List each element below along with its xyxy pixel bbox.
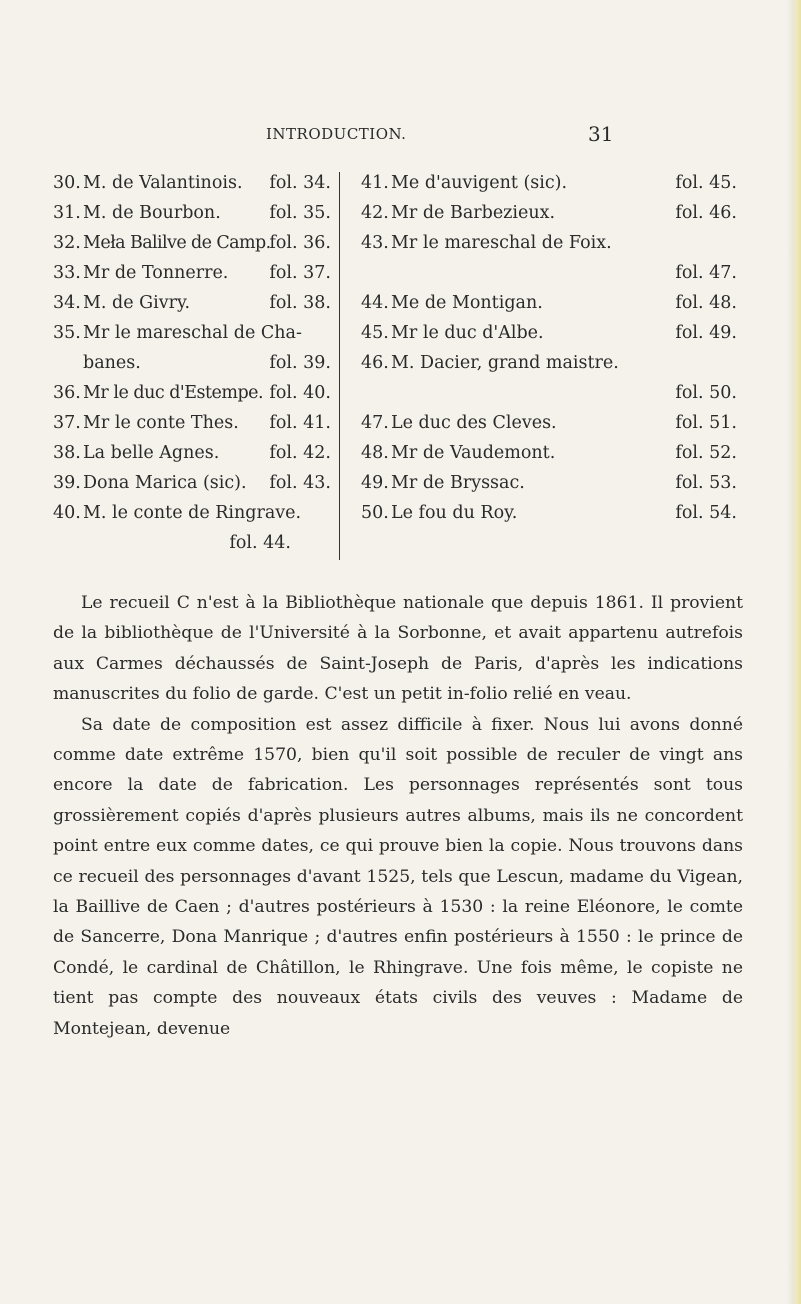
- entry-number: 37.: [53, 413, 81, 433]
- list-entry: [361, 438, 741, 468]
- list-entry: [53, 318, 331, 348]
- entry-name: Meła Balilve de Camp.: [83, 233, 271, 253]
- page-spine-edge: [787, 0, 801, 1304]
- entry-name: M. de Valantinois.: [83, 173, 243, 193]
- entry-folio: fol. 35.: [269, 203, 331, 223]
- entry-number: 41.: [361, 173, 389, 193]
- list-entry: [361, 468, 741, 498]
- entry-name: Dona Marica (sic).: [83, 473, 247, 493]
- list-entry: [361, 168, 741, 198]
- list-entry: [53, 438, 331, 468]
- entry-folio: fol. 48.: [675, 293, 737, 313]
- list-entry: [361, 198, 741, 228]
- list-entry: [53, 378, 331, 408]
- entry-folio: fol. 43.: [269, 473, 331, 493]
- entry-number: 31.: [53, 203, 81, 223]
- entry-number: 43.: [361, 233, 389, 253]
- entry-name: Mr le duc d'Albe.: [391, 323, 544, 343]
- entry-name: Mr de Barbezieux.: [391, 203, 556, 223]
- list-entry-continuation: [53, 528, 331, 558]
- entry-number: 36.: [53, 383, 81, 403]
- list-entry: [361, 348, 741, 378]
- entry-number: 35.: [53, 323, 81, 343]
- entry-name: Mr de Vaudemont.: [391, 443, 556, 463]
- entry-folio: fol. 40.: [269, 383, 331, 403]
- entry-folio: fol. 38.: [269, 293, 331, 313]
- plate-list: [53, 168, 743, 563]
- list-entry: [361, 408, 741, 438]
- entry-number: 38.: [53, 443, 81, 463]
- entry-name: La belle Agnes.: [83, 443, 220, 463]
- entry-folio: fol. 36.: [269, 233, 331, 253]
- entry-folio: fol. 51.: [675, 413, 737, 433]
- entry-name: M. Dacier, grand maistre.: [391, 353, 619, 373]
- running-header: [0, 122, 801, 147]
- entry-name: M. de Bourbon.: [83, 203, 221, 223]
- entry-name: Le duc des Cleves.: [391, 413, 557, 433]
- entry-folio: fol. 46.: [675, 203, 737, 223]
- list-entry: [53, 498, 331, 528]
- paragraph: Le recueil C n'est à la Bibliothèque nationale que depuis 1861. Il provient de la bibliothèque de l'Université à la Sorbonne, et avait appartenu autrefois aux Carmes déchaussés de Saint-Joseph de Paris, d'après les indications manuscrites du folio de garde. C'est un petit in-folio relié en veau.: [53, 593, 743, 705]
- list-entry: [361, 228, 741, 258]
- list-entry-continuation: [53, 348, 331, 378]
- column-divider: [339, 172, 340, 560]
- entry-folio: fol. 49.: [675, 323, 737, 343]
- entry-number: 49.: [361, 473, 389, 493]
- entry-name: Mr de Tonnerre.: [83, 263, 229, 283]
- list-entry: [361, 288, 741, 318]
- entry-name: Le fou du Roy.: [391, 503, 518, 523]
- entry-folio: fol. 39.: [269, 353, 331, 373]
- entry-number: 33.: [53, 263, 81, 283]
- entry-number: 30.: [53, 173, 81, 193]
- entry-name: M. le conte de Ringrave.: [83, 503, 302, 523]
- entry-folio: fol. 47.: [675, 263, 737, 283]
- entry-name: M. de Givry.: [83, 293, 191, 313]
- entry-folio: fol. 41.: [269, 413, 331, 433]
- entry-name: Mr le mareschal de Cha-: [83, 323, 302, 343]
- entry-folio: fol. 37.: [269, 263, 331, 283]
- entry-folio: fol. 45.: [675, 173, 737, 193]
- list-entry: [53, 168, 331, 198]
- body-text: [53, 588, 743, 1044]
- list-entry-continuation: [361, 378, 741, 408]
- page-number: 31: [588, 122, 614, 146]
- entry-folio: fol. 54.: [675, 503, 737, 523]
- entry-name: Mr le duc d'Estempe.: [83, 383, 264, 403]
- entry-number: 47.: [361, 413, 389, 433]
- list-entry: [53, 408, 331, 438]
- right-column: [361, 168, 741, 563]
- entry-name: Mr le mareschal de Foix.: [391, 233, 612, 253]
- entry-folio: fol. 50.: [675, 383, 737, 403]
- left-column: [53, 168, 331, 563]
- list-entry: [53, 228, 331, 258]
- list-entry: [53, 288, 331, 318]
- entry-folio: fol. 52.: [675, 443, 737, 463]
- header-title: INTRODUCTION.: [266, 125, 407, 143]
- entry-number: 39.: [53, 473, 81, 493]
- entry-folio: fol. 53.: [675, 473, 737, 493]
- entry-name: Me de Montigan.: [391, 293, 543, 313]
- list-entry: [53, 198, 331, 228]
- entry-number: 34.: [53, 293, 81, 313]
- entry-number: 40.: [53, 503, 81, 523]
- entry-number: 44.: [361, 293, 389, 313]
- entry-folio: fol. 34.: [269, 173, 331, 193]
- entry-name: banes.: [83, 353, 141, 373]
- list-entry-continuation: [361, 258, 741, 288]
- entry-name: Mr de Bryssac.: [391, 473, 525, 493]
- paragraph: Sa date de composition est assez difficile à fixer. Nous lui avons donné comme date extrême 1570, bien qu'il soit possible de reculer de vingt ans encore la date de fabrication. Les personnages représentés sont tous grossièrement copiés d'après plusieurs autres albums, mais ils ne concordent point entre eux comme dates, ce qui prouve bien la copie. Nous trouvons dans ce recueil des personnages d'avant 1525, tels que Lescun, madame du Vigean, la Baillive de Caen ; d'autres postérieurs à 1530 : la reine Eléonore, le comte de Sancerre, Dona Manrique ; d'autres enfin postérieurs à 1550 : le prince de Condé, le cardinal de Châtillon, le Rhingrave. Une fois même, le copiste ne tient pas compte des nouveaux états civils des veuves : Madame de Montejean, devenue: [53, 714, 743, 1039]
- entry-number: 48.: [361, 443, 389, 463]
- entry-folio: fol. 44.: [229, 533, 291, 553]
- list-entry: [53, 258, 331, 288]
- entry-number: 42.: [361, 203, 389, 223]
- entry-folio: fol. 42.: [269, 443, 331, 463]
- entry-number: 32.: [53, 233, 81, 253]
- entry-number: 46.: [361, 353, 389, 373]
- list-entry: [53, 468, 331, 498]
- entry-name: Me d'auvigent (sic).: [391, 173, 568, 193]
- list-entry: [361, 498, 741, 528]
- entry-name: Mr le conte Thes.: [83, 413, 239, 433]
- list-entry: [361, 318, 741, 348]
- entry-number: 45.: [361, 323, 389, 343]
- entry-number: 50.: [361, 503, 389, 523]
